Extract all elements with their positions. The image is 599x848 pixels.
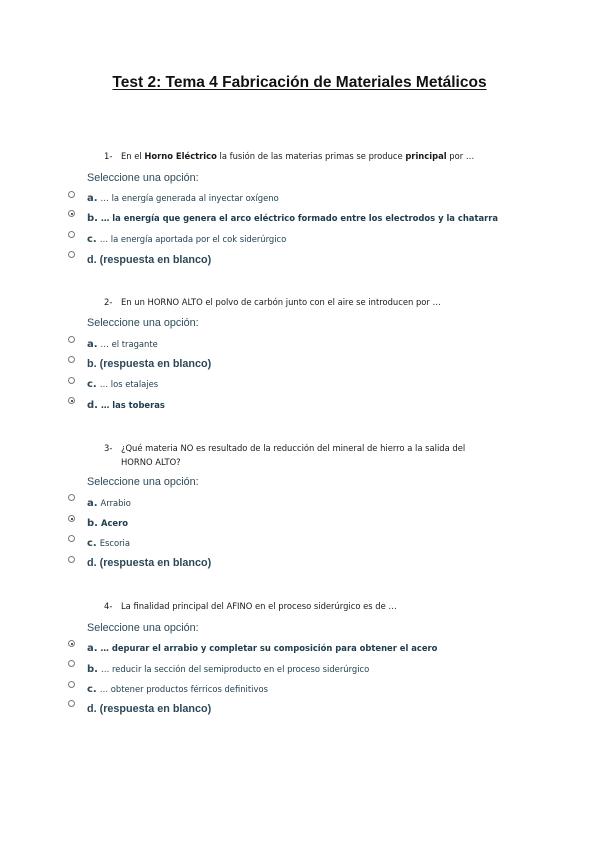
select-option-label: Seleccione una opción:: [87, 476, 199, 488]
option-q3-a[interactable]: a. Arrabio: [87, 498, 131, 509]
radio-q1-d[interactable]: [68, 251, 75, 258]
option-q2-d[interactable]: d. … las toberas: [87, 400, 165, 411]
option-q2-b[interactable]: b. (respuesta en blanco): [87, 358, 212, 370]
select-option-label: Seleccione una opción:: [87, 172, 199, 184]
option-q2-a[interactable]: a. … el tragante: [87, 339, 158, 350]
radio-q2-c[interactable]: [68, 377, 75, 384]
option-q3-d[interactable]: d. (respuesta en blanco): [87, 557, 212, 569]
select-option-label: Seleccione una opción:: [87, 317, 199, 329]
option-q1-d[interactable]: d. (respuesta en blanco): [87, 254, 212, 266]
question-number: 2-: [104, 297, 113, 307]
radio-q3-d[interactable]: [68, 556, 75, 563]
emphasis: principal: [405, 151, 447, 161]
option-q1-a[interactable]: a. … la energía generada al inyectar oxígeno: [87, 193, 279, 204]
option-q1-b[interactable]: b. … la energía que genera el arco eléctrico formado entre los electrodos y la chatarra: [87, 213, 499, 224]
radio-q1-b[interactable]: [68, 210, 75, 217]
radio-q4-c[interactable]: [68, 681, 75, 688]
select-option-label: Seleccione una opción:: [87, 622, 199, 634]
question-4-text: 4- La finalidad principal del AFINO en el proceso siderúrgico es de …: [104, 601, 397, 611]
option-q3-c[interactable]: c. Escoria: [87, 538, 131, 549]
question-number: 4-: [104, 601, 113, 611]
radio-q4-a[interactable]: [68, 640, 75, 647]
question-number: 3-: [104, 443, 113, 453]
question-1-text: 1- En el Horno Eléctrico la fusión de las materias primas se produce principal por …: [104, 151, 475, 161]
radio-q3-a[interactable]: [68, 494, 75, 501]
radio-q3-c[interactable]: [68, 535, 75, 542]
option-q4-a[interactable]: a. … depurar el arrabio y completar su composición para obtener el acero: [87, 643, 438, 654]
radio-q1-c[interactable]: [68, 231, 75, 238]
radio-q2-b[interactable]: [68, 356, 75, 363]
question-2-text: 2- En un HORNO ALTO el polvo de carbón junto con el aire se introducen por …: [104, 297, 441, 307]
option-q3-b[interactable]: b. Acero: [87, 518, 128, 529]
option-q4-b[interactable]: b. … reducir la sección del semiproducto en el proceso siderúrgico: [87, 664, 370, 675]
radio-q2-a[interactable]: [68, 336, 75, 343]
option-q2-c[interactable]: c. … los etalajes: [87, 379, 159, 390]
page-title: Test 2: Tema 4 Fabricación de Materiales Metálicos: [112, 74, 487, 91]
emphasis: Horno Eléctrico: [144, 151, 217, 161]
option-q4-d[interactable]: d. (respuesta en blanco): [87, 703, 212, 715]
radio-q2-d[interactable]: [68, 397, 75, 404]
question-3-text: 3- ¿Qué materia NO es resultado de la reducción del mineral de hierro a la salida del HORNO ALTO?: [104, 443, 466, 467]
question-number: 1-: [104, 151, 113, 161]
radio-q4-b[interactable]: [68, 660, 75, 667]
radio-q3-b[interactable]: [68, 515, 75, 522]
radio-q4-d[interactable]: [68, 700, 75, 707]
option-q4-c[interactable]: c. … obtener productos férricos definitivos: [87, 684, 268, 695]
option-q1-c[interactable]: c. … la energía aportada por el cok siderúrgico: [87, 234, 287, 245]
radio-q1-a[interactable]: [68, 191, 75, 198]
